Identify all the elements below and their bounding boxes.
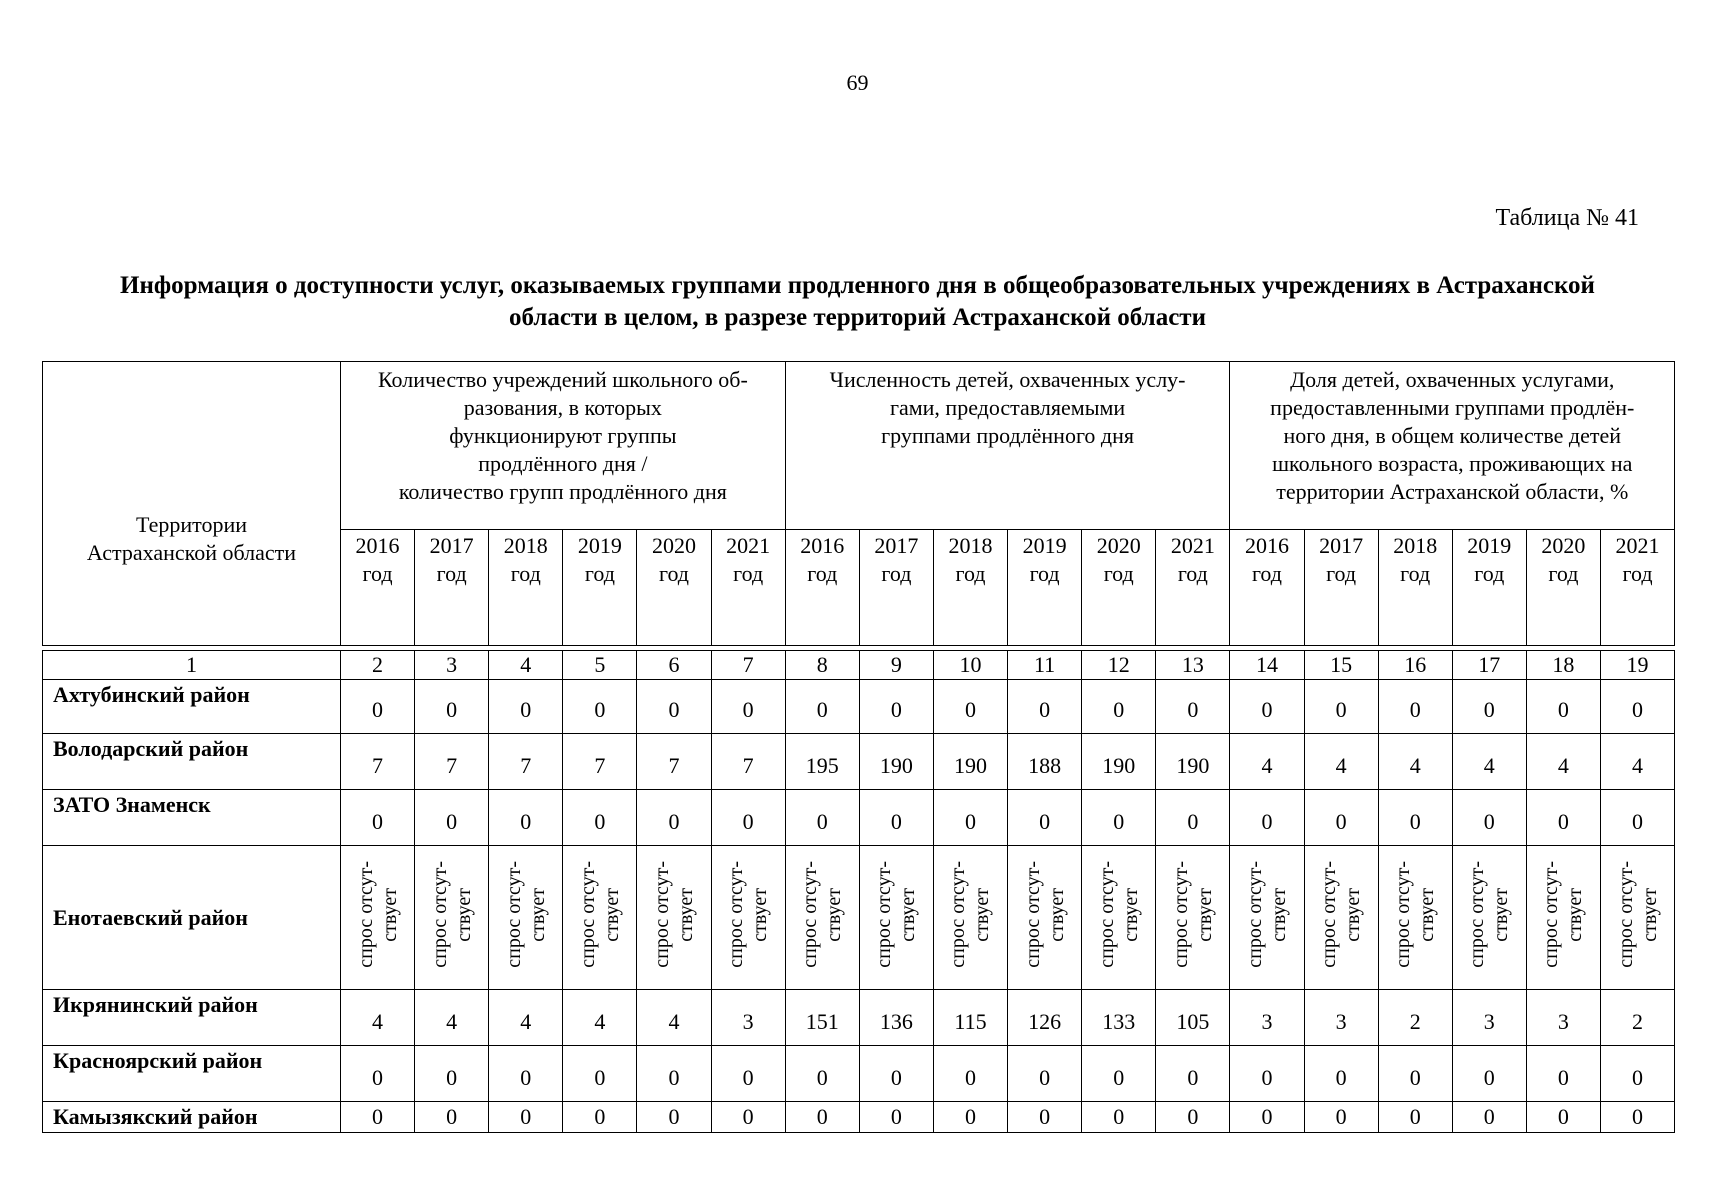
year-unit: год	[1103, 561, 1134, 586]
no-demand-part-1: спрос отсут-	[1243, 861, 1266, 968]
year-header	[637, 530, 711, 646]
value-cell: 4	[1304, 734, 1378, 790]
value-cell: 4	[1230, 734, 1304, 790]
value-cell: 0	[1082, 1102, 1156, 1133]
column-number: 13	[1156, 651, 1230, 680]
value-cell: 0	[1452, 680, 1526, 734]
group3-line: школьного возраста, проживающих на	[1272, 451, 1633, 476]
value-cell: 0	[489, 1102, 563, 1133]
value-cell: 0	[1230, 790, 1304, 846]
no-demand-cell	[415, 846, 489, 990]
year-header	[711, 530, 785, 646]
no-demand-part-2: ствует	[1342, 887, 1365, 942]
no-demand-part-1: спрос отсут-	[1021, 861, 1044, 968]
no-demand-text	[502, 861, 550, 968]
no-demand-cell	[711, 846, 785, 990]
value-cell: 0	[1526, 1046, 1600, 1102]
value-cell: 7	[711, 734, 785, 790]
value-cell: 0	[415, 1046, 489, 1102]
group1-line: количество групп продлённого дня	[398, 479, 727, 504]
value-cell: 0	[711, 1102, 785, 1133]
year-unit: год	[1326, 561, 1357, 586]
value-cell: 0	[1082, 790, 1156, 846]
column-number: 19	[1600, 651, 1674, 680]
value-cell: 0	[415, 790, 489, 846]
territory-name: Володарский район	[43, 734, 341, 790]
year-value: 2018	[503, 533, 548, 558]
year-header	[1230, 530, 1304, 646]
value-cell: 0	[1008, 1046, 1082, 1102]
value-cell: 3	[1230, 990, 1304, 1046]
year-unit: год	[584, 561, 615, 586]
no-demand-cell	[1082, 846, 1156, 990]
territory-name: Красноярский район	[43, 1046, 341, 1102]
value-cell: 115	[933, 990, 1007, 1046]
year-value: 2020	[651, 533, 696, 558]
no-demand-part-2: ствует	[1193, 887, 1216, 942]
value-cell: 0	[1230, 1102, 1304, 1133]
no-demand-cell	[1600, 846, 1674, 990]
value-cell: 133	[1082, 990, 1156, 1046]
column-number: 9	[859, 651, 933, 680]
no-demand-part-2: ствует	[1045, 887, 1068, 942]
title-line-1: Информация о доступности услуг, оказываемых группами продленного дня в общеобразовательных учреждениях в Астраханской	[120, 272, 1595, 299]
value-cell: 190	[933, 734, 1007, 790]
value-cell: 0	[563, 1046, 637, 1102]
no-demand-part-2: ствует	[674, 887, 697, 942]
no-demand-cell	[563, 846, 637, 990]
year-unit: год	[658, 561, 690, 586]
value-cell: 0	[1526, 1102, 1600, 1133]
value-cell: 0	[1156, 1046, 1230, 1102]
no-demand-part-2: ствует	[1638, 887, 1661, 942]
value-cell: 0	[933, 680, 1007, 734]
no-demand-part-1: спрос отсут-	[576, 861, 599, 968]
value-cell: 0	[341, 680, 415, 734]
value-cell: 0	[933, 1046, 1007, 1102]
value-cell: 4	[563, 990, 637, 1046]
no-demand-text	[576, 861, 624, 968]
column-number: 2	[341, 651, 415, 680]
no-demand-text	[428, 861, 476, 968]
value-cell: 0	[1156, 1102, 1230, 1133]
value-cell: 0	[1600, 680, 1674, 734]
value-cell: 0	[711, 680, 785, 734]
value-cell: 0	[637, 790, 711, 846]
group2-line: группами продлённого дня	[881, 423, 1135, 448]
year-value: 2020	[1096, 533, 1141, 558]
value-cell: 136	[859, 990, 933, 1046]
year-unit: год	[1177, 561, 1208, 586]
year-header	[1304, 530, 1378, 646]
value-cell: 0	[563, 790, 637, 846]
value-cell: 7	[563, 734, 637, 790]
header-group-children-count	[785, 362, 1230, 530]
column-number: 14	[1230, 651, 1304, 680]
no-demand-part-2: ствует	[749, 887, 772, 942]
value-cell: 0	[637, 680, 711, 734]
value-cell: 2	[1600, 990, 1674, 1046]
value-cell: 3	[1452, 990, 1526, 1046]
column-number: 5	[563, 651, 637, 680]
value-cell: 0	[1378, 1046, 1452, 1102]
no-demand-part-2: ствует	[1564, 887, 1587, 942]
year-header	[341, 530, 415, 646]
value-cell: 0	[1304, 1046, 1378, 1102]
no-demand-text	[1095, 861, 1143, 968]
value-cell: 7	[415, 734, 489, 790]
value-cell: 7	[341, 734, 415, 790]
value-cell: 0	[489, 1046, 563, 1102]
no-demand-cell	[1304, 846, 1378, 990]
no-demand-text	[724, 861, 772, 968]
no-demand-cell	[1008, 846, 1082, 990]
no-demand-cell	[1378, 846, 1452, 990]
year-header	[415, 530, 489, 646]
header-group-institutions	[341, 362, 786, 530]
value-cell: 0	[1304, 680, 1378, 734]
no-demand-cell	[489, 846, 563, 990]
no-demand-text	[1169, 861, 1217, 968]
no-demand-part-1: спрос отсут-	[725, 861, 748, 968]
year-header	[1452, 530, 1526, 646]
value-cell: 0	[1378, 680, 1452, 734]
no-demand-text	[1391, 861, 1439, 968]
value-cell: 0	[859, 790, 933, 846]
column-number: 15	[1304, 651, 1378, 680]
no-demand-cell	[1452, 846, 1526, 990]
no-demand-part-1: спрос отсут-	[1466, 861, 1489, 968]
value-cell: 0	[415, 1102, 489, 1133]
value-cell: 0	[1082, 680, 1156, 734]
year-header	[1600, 530, 1674, 646]
no-demand-text	[946, 861, 994, 968]
table-label: Таблица № 41	[1495, 205, 1639, 231]
no-demand-part-1: спрос отсут-	[1318, 861, 1341, 968]
value-cell: 105	[1156, 990, 1230, 1046]
value-cell: 0	[1452, 1046, 1526, 1102]
column-number: 8	[785, 651, 859, 680]
header-row-groups	[43, 362, 1675, 530]
value-cell: 0	[1526, 790, 1600, 846]
value-cell: 4	[1600, 734, 1674, 790]
year-value: 2016	[355, 533, 400, 558]
group3-line: ного дня, в общем количестве детей	[1283, 423, 1621, 448]
value-cell: 151	[785, 990, 859, 1046]
group2-line: гами, предоставляемыми	[889, 395, 1126, 420]
value-cell: 0	[859, 680, 933, 734]
value-cell: 4	[1378, 734, 1452, 790]
year-value: 2017	[1319, 533, 1364, 558]
group1-line: разования, в которых	[463, 395, 662, 420]
year-value: 2018	[1393, 533, 1438, 558]
group2-line: Численность детей, охваченных услу-	[829, 367, 1186, 392]
year-unit: год	[510, 561, 541, 586]
value-cell: 0	[785, 790, 859, 846]
no-demand-part-2: ствует	[971, 887, 994, 942]
value-cell: 0	[785, 1102, 859, 1133]
header-territory	[43, 362, 341, 646]
column-number: 12	[1082, 651, 1156, 680]
year-value: 2019	[1022, 533, 1067, 558]
value-cell: 0	[785, 680, 859, 734]
no-demand-part-1: спрос отсут-	[1169, 861, 1192, 968]
no-demand-part-1: спрос отсут-	[354, 861, 377, 968]
year-header	[1156, 530, 1230, 646]
no-demand-part-1: спрос отсут-	[1614, 861, 1637, 968]
no-demand-cell	[1156, 846, 1230, 990]
no-demand-part-2: ствует	[823, 887, 846, 942]
column-number: 18	[1526, 651, 1600, 680]
no-demand-part-1: спрос отсут-	[1392, 861, 1415, 968]
no-demand-part-1: спрос отсут-	[1095, 861, 1118, 968]
column-number: 4	[489, 651, 563, 680]
value-cell: 190	[1156, 734, 1230, 790]
year-value: 2016	[1244, 533, 1289, 558]
value-cell: 4	[637, 990, 711, 1046]
no-demand-text	[1614, 861, 1662, 968]
header-group-children-share	[1230, 362, 1675, 530]
value-cell: 0	[1230, 680, 1304, 734]
no-demand-cell	[637, 846, 711, 990]
no-demand-part-2: ствует	[1119, 887, 1142, 942]
value-cell: 0	[1156, 680, 1230, 734]
value-cell: 4	[489, 990, 563, 1046]
territory-name: Енотаевский район	[43, 846, 341, 990]
group1-line: функционируют группы	[449, 423, 677, 448]
year-unit: год	[1251, 561, 1282, 586]
title-line-2: области в целом, в разрезе территорий Астраханской области	[509, 304, 1206, 331]
year-header	[1082, 530, 1156, 646]
value-cell: 0	[563, 680, 637, 734]
value-cell: 0	[1304, 1102, 1378, 1133]
year-value: 2021	[1615, 533, 1660, 558]
territory-name: ЗАТО Знаменск	[43, 790, 341, 846]
value-cell: 4	[415, 990, 489, 1046]
value-cell: 0	[785, 1046, 859, 1102]
value-cell: 0	[711, 790, 785, 846]
table-row	[43, 734, 1675, 790]
value-cell: 188	[1008, 734, 1082, 790]
year-header	[563, 530, 637, 646]
value-cell: 195	[785, 734, 859, 790]
no-demand-part-2: ствует	[897, 887, 920, 942]
column-number: 1	[43, 651, 341, 680]
value-cell: 0	[859, 1102, 933, 1133]
group1-line: Количество учреждений школьного об-	[377, 367, 748, 392]
year-unit: год	[733, 561, 764, 586]
value-cell: 0	[1008, 1102, 1082, 1133]
group3-line: территории Астраханской области, %	[1276, 479, 1629, 504]
no-demand-part-2: ствует	[526, 887, 549, 942]
value-cell: 4	[1452, 734, 1526, 790]
value-cell: 0	[637, 1046, 711, 1102]
column-number: 7	[711, 651, 785, 680]
value-cell: 0	[859, 1046, 933, 1102]
year-value: 2019	[1467, 533, 1512, 558]
page-number: 69	[846, 70, 869, 95]
column-number: 6	[637, 651, 711, 680]
year-unit: год	[1400, 561, 1431, 586]
year-unit: год	[1029, 561, 1060, 586]
value-cell: 126	[1008, 990, 1082, 1046]
value-cell: 0	[341, 1102, 415, 1133]
year-unit: год	[1622, 561, 1653, 586]
year-value: 2019	[577, 533, 622, 558]
year-unit: год	[955, 561, 986, 586]
value-cell: 2	[1378, 990, 1452, 1046]
no-demand-text	[872, 861, 920, 968]
year-unit: год	[1474, 561, 1505, 586]
value-cell: 0	[489, 790, 563, 846]
no-demand-cell	[933, 846, 1007, 990]
no-demand-part-2: ствует	[1416, 887, 1439, 942]
value-cell: 0	[1156, 790, 1230, 846]
no-demand-cell	[341, 846, 415, 990]
value-cell: 0	[1230, 1046, 1304, 1102]
no-demand-text	[1243, 861, 1291, 968]
no-demand-text	[798, 861, 846, 968]
year-unit: год	[362, 561, 393, 586]
territory-name: Икрянинский район	[43, 990, 341, 1046]
table-row	[43, 1046, 1675, 1102]
header-territory-line-1: Территории	[135, 511, 247, 537]
year-unit: год	[807, 561, 838, 586]
value-cell: 0	[1008, 680, 1082, 734]
value-cell: 4	[341, 990, 415, 1046]
no-demand-part-2: ствует	[378, 887, 401, 942]
no-demand-part-2: ствует	[600, 887, 623, 942]
value-cell: 0	[563, 1102, 637, 1133]
no-demand-part-1: спрос отсут-	[502, 861, 525, 968]
value-cell: 3	[1304, 990, 1378, 1046]
value-cell: 0	[1600, 1102, 1674, 1133]
table-row	[43, 1102, 1675, 1133]
no-demand-part-1: спрос отсут-	[799, 861, 822, 968]
value-cell: 190	[1082, 734, 1156, 790]
value-cell: 7	[637, 734, 711, 790]
table-row	[43, 790, 1675, 846]
no-demand-cell	[1526, 846, 1600, 990]
no-demand-cell	[859, 846, 933, 990]
no-demand-text	[650, 861, 698, 968]
value-cell: 0	[1008, 790, 1082, 846]
no-demand-text	[1465, 861, 1513, 968]
year-value: 2020	[1541, 533, 1586, 558]
no-demand-part-2: ствует	[1490, 887, 1513, 942]
territory-name: Камызякский район	[43, 1102, 341, 1133]
value-cell: 0	[1452, 790, 1526, 846]
column-number: 3	[415, 651, 489, 680]
value-cell: 0	[933, 790, 1007, 846]
year-header	[785, 530, 859, 646]
year-header	[489, 530, 563, 646]
no-demand-cell	[1230, 846, 1304, 990]
table-row	[43, 990, 1675, 1046]
value-cell: 0	[415, 680, 489, 734]
no-demand-cell	[785, 846, 859, 990]
value-cell: 0	[341, 790, 415, 846]
year-value: 2018	[948, 533, 993, 558]
no-demand-part-2: ствует	[452, 887, 475, 942]
value-cell: 0	[341, 1046, 415, 1102]
year-value: 2017	[429, 533, 474, 558]
group3-line: Доля детей, охваченных услугами,	[1290, 367, 1615, 392]
value-cell: 0	[1526, 680, 1600, 734]
value-cell: 0	[637, 1102, 711, 1133]
year-unit: год	[881, 561, 912, 586]
no-demand-part-1: спрос отсут-	[1540, 861, 1563, 968]
value-cell: 0	[1600, 1046, 1674, 1102]
year-header	[1008, 530, 1082, 646]
year-header	[1526, 530, 1600, 646]
value-cell: 0	[1378, 790, 1452, 846]
value-cell: 0	[1600, 790, 1674, 846]
value-cell: 0	[1082, 1046, 1156, 1102]
no-demand-part-1: спрос отсут-	[947, 861, 970, 968]
value-cell: 0	[1452, 1102, 1526, 1133]
column-number: 11	[1008, 651, 1082, 680]
year-unit: год	[436, 561, 467, 586]
year-value: 2016	[800, 533, 845, 558]
document-title	[40, 270, 1675, 334]
no-demand-part-1: спрос отсут-	[428, 861, 451, 968]
value-cell: 3	[1526, 990, 1600, 1046]
value-cell: 0	[711, 1046, 785, 1102]
column-number: 16	[1378, 651, 1452, 680]
group1-line: продлённого дня /	[478, 451, 648, 476]
no-demand-text	[1317, 861, 1365, 968]
value-cell: 0	[489, 680, 563, 734]
column-number: 17	[1452, 651, 1526, 680]
table-row	[43, 846, 1675, 990]
year-unit: год	[1548, 561, 1579, 586]
value-cell: 0	[1378, 1102, 1452, 1133]
value-cell: 0	[1304, 790, 1378, 846]
value-cell: 190	[859, 734, 933, 790]
value-cell: 7	[489, 734, 563, 790]
no-demand-part-1: спрос отсут-	[650, 861, 673, 968]
value-cell: 4	[1526, 734, 1600, 790]
no-demand-part-1: спрос отсут-	[873, 861, 896, 968]
year-header	[1378, 530, 1452, 646]
group3-line: предоставленными группами продлён-	[1270, 395, 1635, 420]
year-value: 2021	[1170, 533, 1215, 558]
header-territory-line-2: Астраханской области	[86, 539, 297, 565]
no-demand-text	[1021, 861, 1069, 968]
data-table	[42, 361, 1675, 1133]
value-cell: 3	[711, 990, 785, 1046]
no-demand-text	[1539, 861, 1587, 968]
territory-name: Ахтубинский район	[43, 680, 341, 734]
year-value: 2021	[726, 533, 771, 558]
year-header	[859, 530, 933, 646]
value-cell: 0	[933, 1102, 1007, 1133]
no-demand-text	[354, 861, 402, 968]
table-row	[43, 680, 1675, 734]
column-number-row	[43, 651, 1675, 680]
year-header	[933, 530, 1007, 646]
no-demand-part-2: ствует	[1267, 887, 1290, 942]
column-number: 10	[933, 651, 1007, 680]
year-value: 2017	[874, 533, 919, 558]
